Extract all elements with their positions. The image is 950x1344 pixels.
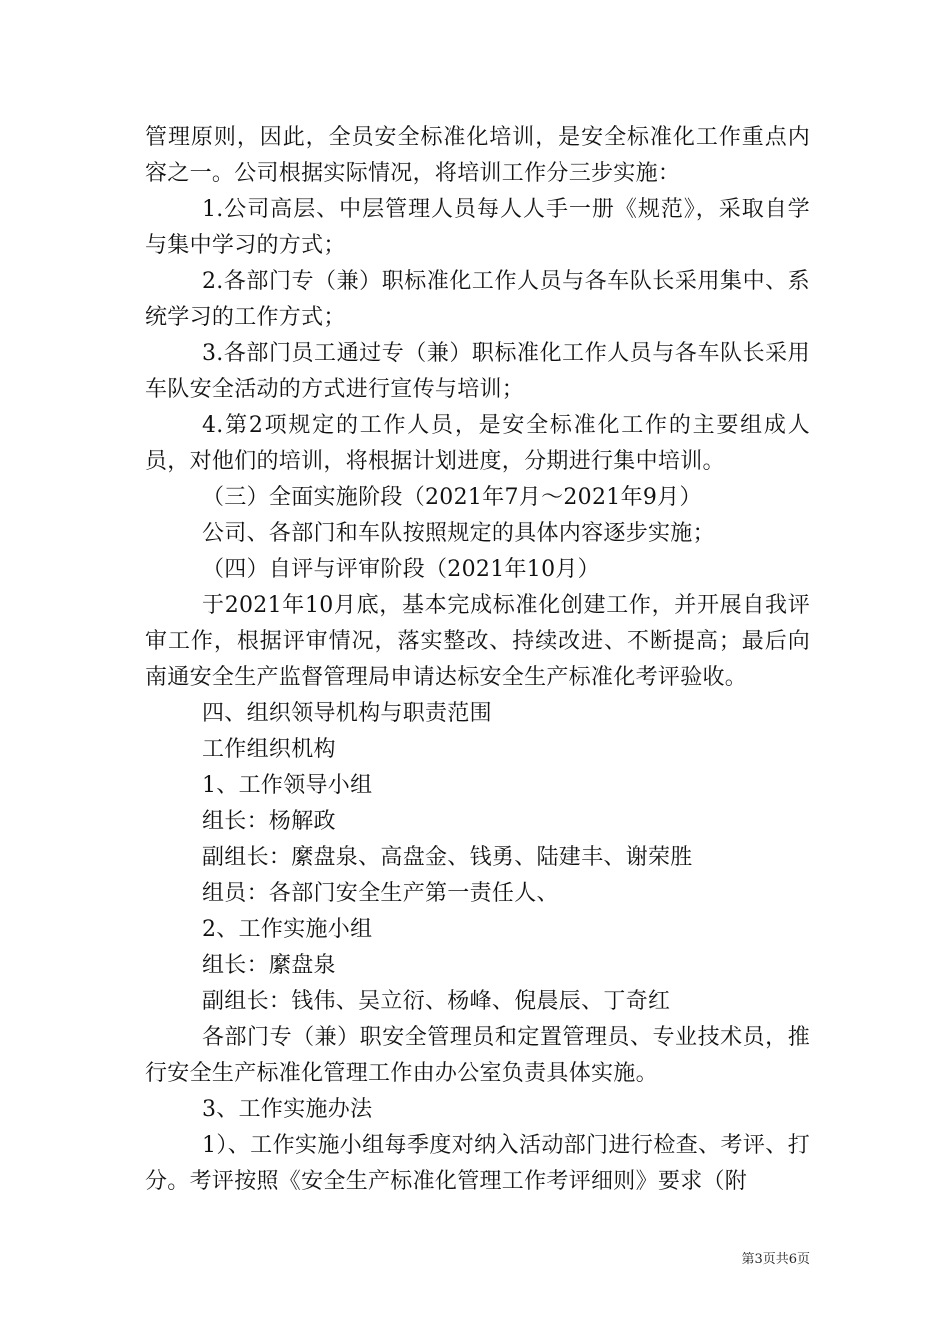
document-body <box>145 120 810 1200</box>
leadership-leader: 组长：杨解政 <box>202 809 336 834</box>
heading-section-4: 四、组织领导机构与职责范围 <box>202 701 492 726</box>
leadership-deputy-leaders: 副组长：縻盘泉、高盘金、钱勇、陆建丰、谢荣胜 <box>202 845 693 870</box>
heading-phase-3: （三）全面实施阶段（2021年7月～2021年9月） <box>202 485 702 510</box>
paragraph-item-4: 4.第2项规定的工作人员，是安全标准化工作的主要组成人员，对他们的培训，将根据计划进度，分期进行集中培训。 <box>145 413 810 474</box>
paragraph-item-3: 3.各部门员工通过专（兼）职标准化工作人员与各车队长采用车队安全活动的方式进行宣传与培训； <box>145 341 810 402</box>
paragraph-phase-4-body: 于2021年10月底，基本完成标准化创建工作，并开展自我评审工作，根据评审情况，落实整改、持续改进、不断提高；最后向南通安全生产监督管理局申请达标安全生产标准化考评验收。 <box>145 593 810 690</box>
implementation-deputy-leaders: 副组长：钱伟、吴立衍、杨峰、倪晨辰、丁奇红 <box>202 989 671 1014</box>
heading-leadership-group: 1、工作领导小组 <box>202 773 373 798</box>
paragraph-phase-3-body: 公司、各部门和车队按照规定的具体内容逐步实施； <box>202 521 715 546</box>
implementation-leader: 组长：縻盘泉 <box>202 953 336 978</box>
implementation-staff: 各部门专（兼）职安全管理员和定置管理员、专业技术员，推行安全生产标准化管理工作由办公室负责具体实施。 <box>145 1025 810 1086</box>
page-number-footer: 第3页共6页 <box>741 1252 810 1267</box>
paragraph-training-principle: 管理原则，因此，全员安全标准化培训，是安全标准化工作重点内容之一。公司根据实际情况，将培训工作分三步实施： <box>145 125 810 186</box>
heading-organization: 工作组织机构 <box>202 737 336 762</box>
paragraph-item-1: 1.公司高层、中层管理人员每人人手一册《规范》，采取自学与集中学习的方式； <box>145 197 810 258</box>
paragraph-item-2: 2.各部门专（兼）职标准化工作人员与各车队长采用集中、系统学习的工作方式； <box>145 269 810 330</box>
heading-implementation-method: 3、工作实施办法 <box>202 1097 373 1122</box>
leadership-members: 组员：各部门安全生产第一责任人、 <box>202 881 559 906</box>
heading-phase-4: （四）自评与评审阶段（2021年10月） <box>202 557 600 582</box>
paragraph-method-1: 1）、工作实施小组每季度对纳入活动部门进行检查、考评、打分。考评按照《安全生产标准化管理工作考评细则》要求（附 <box>145 1133 810 1194</box>
heading-implementation-group: 2、工作实施小组 <box>202 917 373 942</box>
